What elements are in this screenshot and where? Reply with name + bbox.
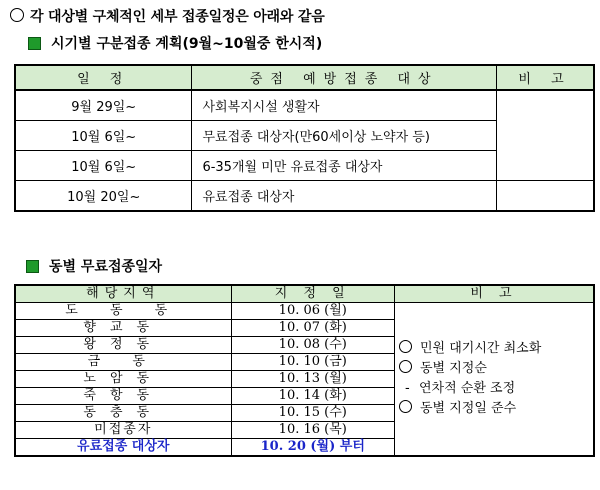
schedule-notes-cell [497,181,595,212]
district-date: 10. 08 (수) [231,337,394,354]
table-row [15,90,594,121]
note-text: 연차적 순환 조정 [418,381,516,396]
heading-text: 각 대상별 구체적인 세부 접종일정은 아래와 같음 [30,9,325,25]
district-region: 동충동 [15,405,231,422]
schedule-notes-cell [497,90,595,181]
note-line [399,379,593,399]
dash-icon: - [404,381,410,396]
district-notes-cell [394,303,594,457]
document-heading [10,6,325,26]
table-row [15,303,594,320]
note-line [399,399,593,419]
note-text: 민원 대기시간 최소화 [419,341,542,356]
green-square-icon [28,37,41,50]
schedule-table [14,64,595,212]
schedule-date: 10월 20일~ [15,181,192,212]
note-text: 동별 지정순 [419,361,487,376]
district-date: 10. 20 (월) 부터 [231,439,394,457]
schedule-date: 10월 6일~ [15,151,192,181]
district-region: 노암동 [15,371,231,388]
district-date: 10. 07 (화) [231,320,394,337]
column-header-region: 해당지역 [15,285,231,303]
district-region: 왕정동 [15,337,231,354]
district-date: 10. 15 (수) [231,405,394,422]
district-date: 10. 10 (금) [231,354,394,371]
schedule-target: 6-35개월 미만 유료접종 대상자 [192,151,497,181]
schedule-date: 10월 6일~ [15,121,192,151]
district-date: 10. 13 (월) [231,371,394,388]
hollow-circle-icon [399,360,412,373]
district-region: 죽항동 [15,388,231,405]
note-text: 동별 지정일 준수 [419,401,517,416]
district-date: 10. 14 (화) [231,388,394,405]
schedule-target: 유료접종 대상자 [192,181,497,212]
district-date: 10. 06 (월) [231,303,394,320]
district-region: 금 동 [15,354,231,371]
column-header-schedule: 일 정 [15,65,192,90]
schedule-target: 무료접종 대상자(만60세이상 노약자 등) [192,121,497,151]
column-header-date: 지 정 일 [231,285,394,303]
green-square-icon [26,260,39,273]
section2-title [26,256,162,276]
schedule-target: 사회복지시설 생활자 [192,90,497,121]
column-header-notes: 비 고 [394,285,594,303]
note-line [399,359,593,379]
district-table [14,284,595,457]
hollow-circle-icon [399,400,412,413]
note-line [399,339,593,359]
schedule-date: 9월 29일~ [15,90,192,121]
district-region: 도 동 동 [15,303,231,320]
table-header-row [15,65,594,90]
column-header-notes: 비 고 [497,65,595,90]
district-region: 향교동 [15,320,231,337]
section1-title [28,33,322,53]
table-header-row [15,285,594,303]
hollow-circle-icon [399,340,412,353]
hollow-circle-icon [10,8,24,22]
section2-title-text: 동별 무료접종일자 [49,259,163,275]
district-region: 유료접종 대상자 [15,439,231,457]
district-region: 미접종자 [15,422,231,439]
column-header-target: 중점 예방접종 대상 [192,65,497,90]
district-date: 10. 16 (목) [231,422,394,439]
table-row [15,181,594,212]
section1-title-text: 시기별 구분접종 계획(9월~10월중 한시적) [51,36,323,52]
